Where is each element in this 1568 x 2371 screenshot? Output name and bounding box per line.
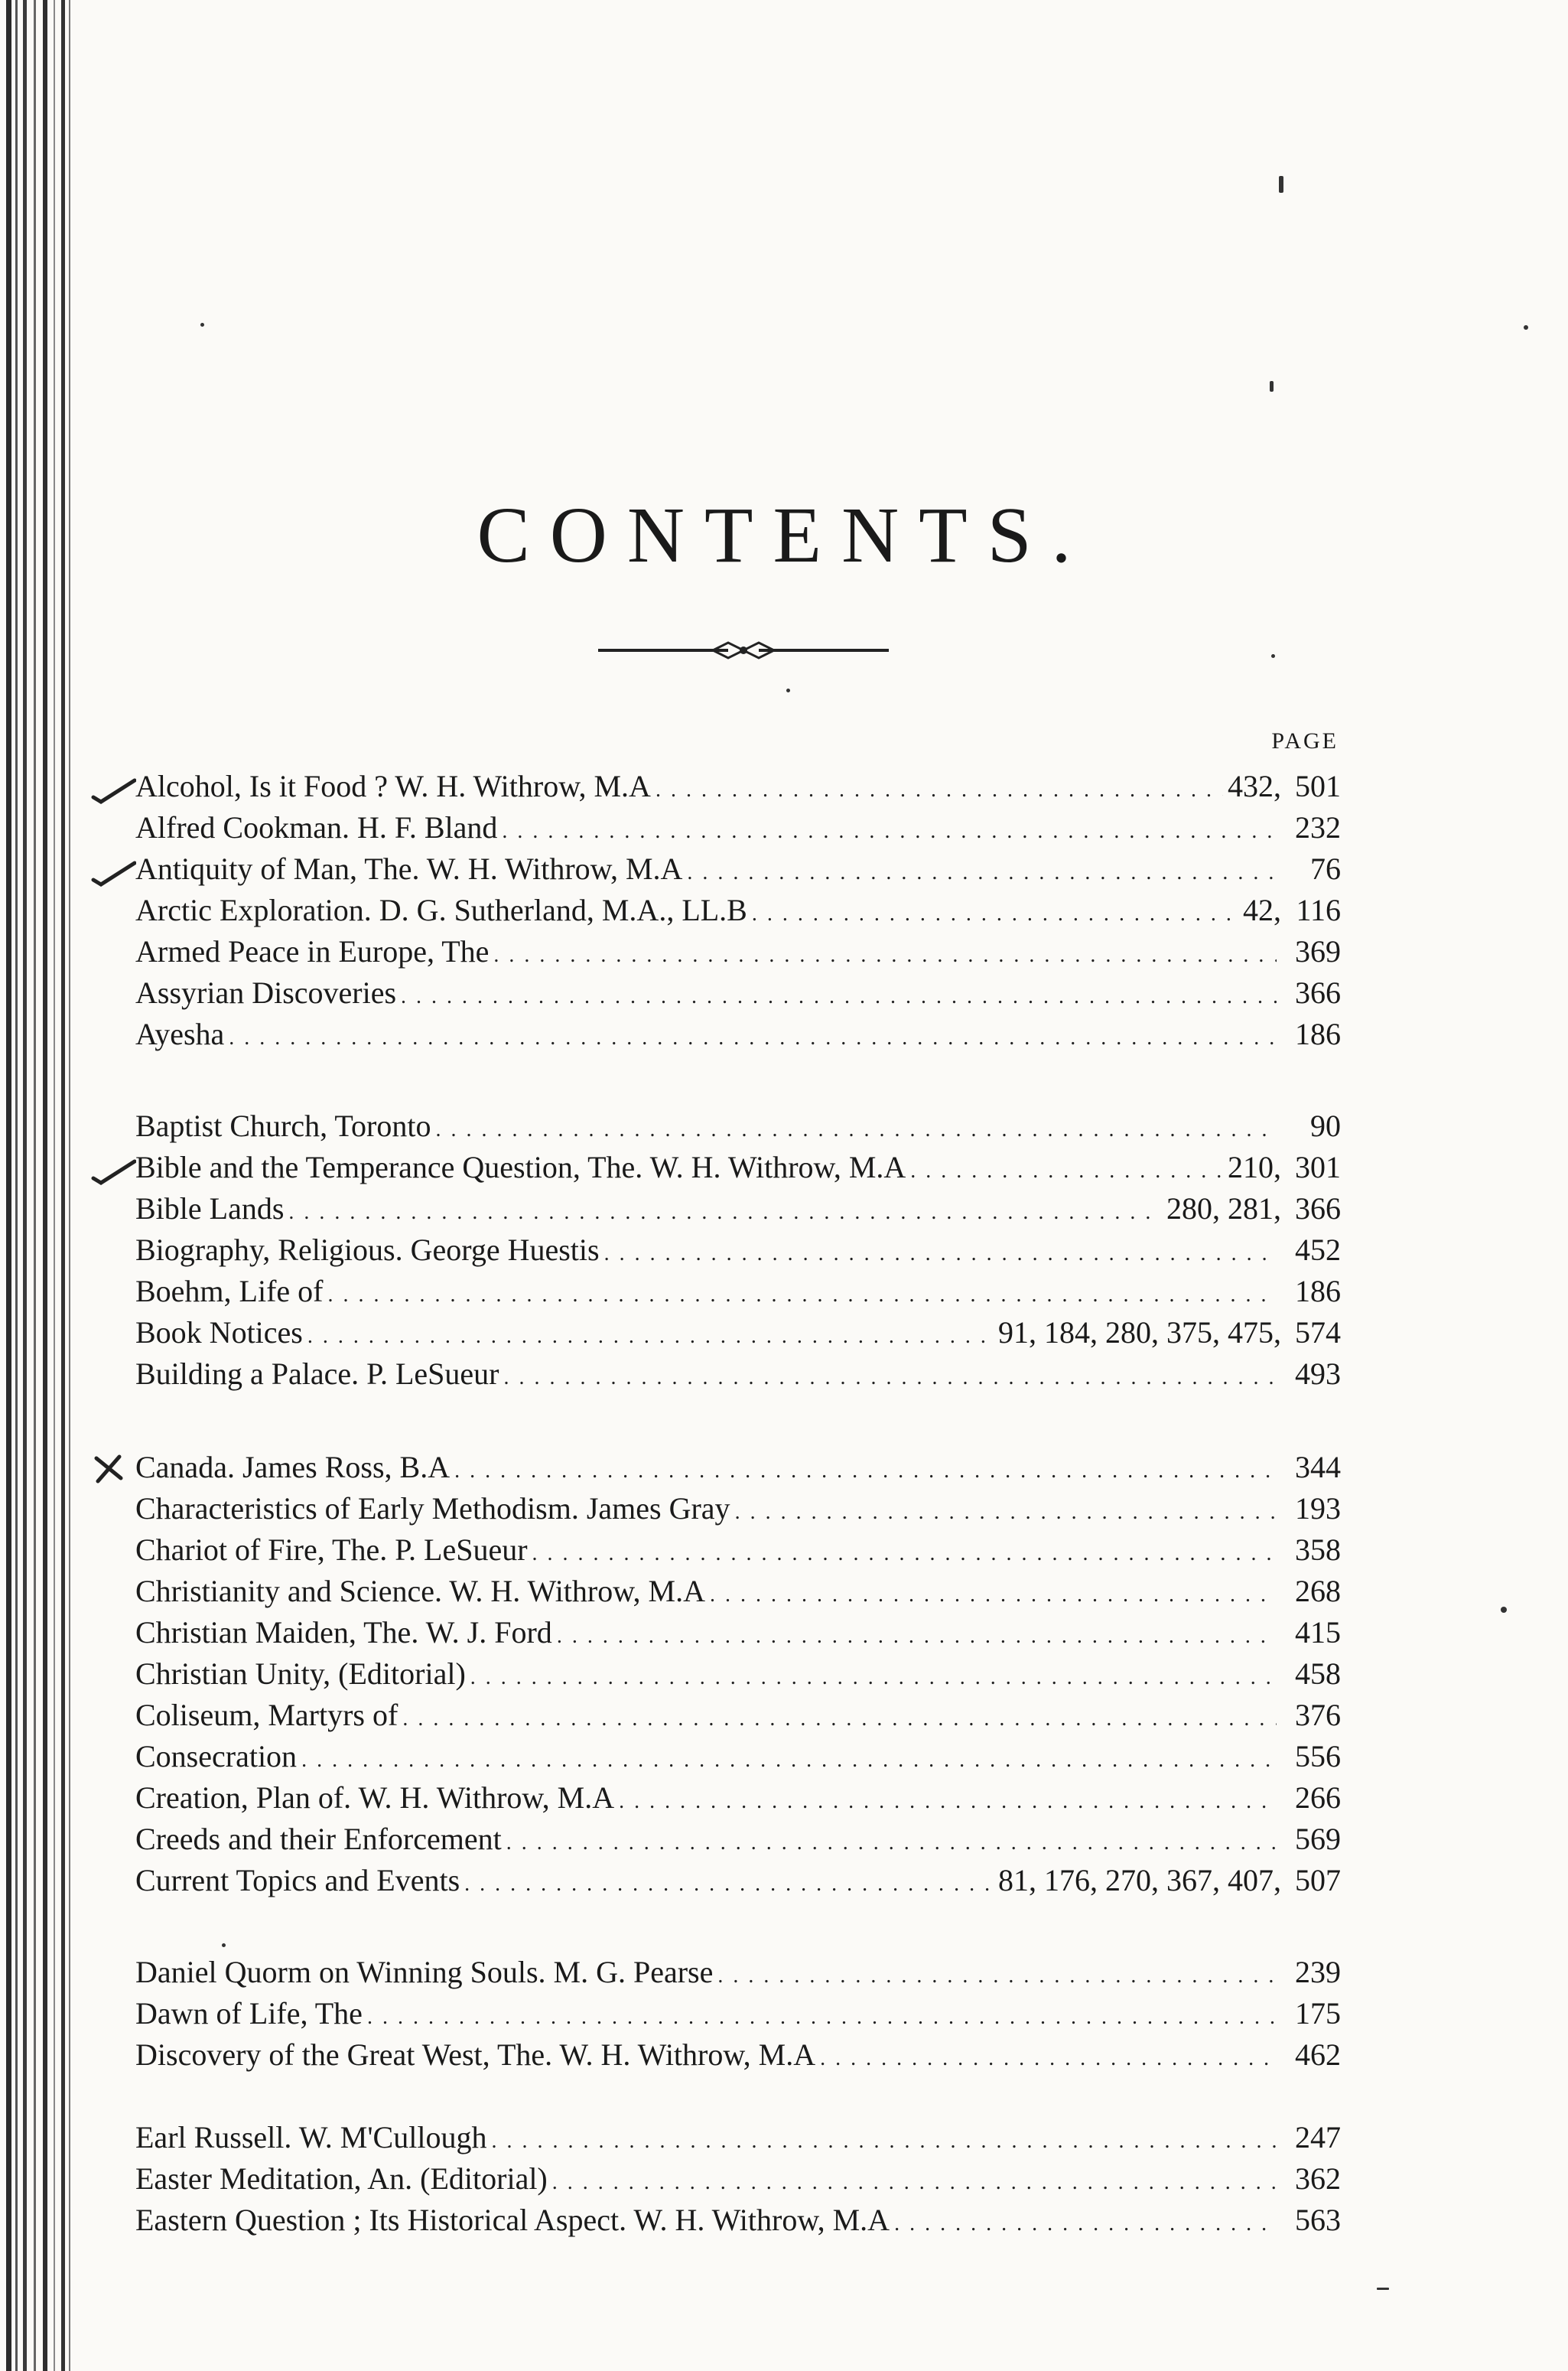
leader-dots <box>532 1534 1277 1574</box>
contents-entry <box>135 1654 1341 1694</box>
leader-dots <box>820 2039 1277 2079</box>
scan-speck <box>1377 2288 1389 2290</box>
contents-entry <box>135 1695 1341 1735</box>
contents-entry <box>135 808 1341 848</box>
entry-page-number: 232 <box>1295 810 1341 845</box>
leader-dots <box>493 936 1277 975</box>
entry-title: Discovery of the Great West, The. W. H. Withrow, M.A <box>135 2037 816 2072</box>
entry-page-number: 507 <box>1295 1863 1341 1897</box>
scan-speck <box>1501 1607 1507 1613</box>
leader-dots <box>619 1782 1277 1822</box>
entry-page-number: 362 <box>1295 2161 1341 2196</box>
check-mark-icon <box>90 1148 136 1187</box>
entry-title: Coliseum, Martyrs of <box>135 1698 399 1732</box>
leader-dots <box>401 977 1277 1017</box>
contents-entry <box>135 767 1341 806</box>
entry-title: Dawn of Life, The <box>135 1996 363 2031</box>
cross-mark-icon <box>90 1448 136 1487</box>
scan-speck <box>1279 176 1283 193</box>
entry-title: Creeds and their Enforcement <box>135 1822 502 1856</box>
entry-page-number: 556 <box>1295 1739 1341 1773</box>
entry-page-number: 239 <box>1295 1955 1341 1989</box>
contents-entry <box>135 1819 1341 1859</box>
contents-entry <box>135 1272 1341 1311</box>
entry-title: Antiquity of Man, The. W. H. Withrow, M.A <box>135 852 683 886</box>
contents-entry <box>135 1861 1341 1900</box>
entry-page-number: 415 <box>1295 1615 1341 1650</box>
entry-page-number: 301 <box>1295 1150 1341 1184</box>
leader-dots <box>402 1699 1277 1739</box>
entry-page-number: 247 <box>1295 2120 1341 2154</box>
entry-pages: 91, 184, 280, 375, 475, <box>998 1315 1281 1350</box>
contents-entry <box>135 1106 1341 1146</box>
entry-page-number: 493 <box>1295 1356 1341 1391</box>
entry-title: Characteristics of Early Methodism. James Gray <box>135 1491 730 1526</box>
leader-dots <box>435 1110 1277 1150</box>
contents-entry <box>135 1613 1341 1653</box>
leader-dots <box>735 1493 1277 1532</box>
entry-page-number: 366 <box>1295 1191 1341 1226</box>
contents-entry <box>135 1530 1341 1570</box>
entry-title: Assyrian Discoveries <box>135 975 397 1010</box>
contents-entry <box>135 1189 1341 1229</box>
contents-entry <box>135 1148 1341 1187</box>
leader-dots <box>454 1451 1277 1491</box>
entry-title: Bible Lands <box>135 1191 285 1226</box>
entry-page-number: 369 <box>1295 934 1341 969</box>
entry-page-number: 193 <box>1295 1491 1341 1526</box>
entry-title: Boehm, Life of <box>135 1274 324 1308</box>
entry-pages: 432, <box>1228 769 1281 803</box>
contents-entry <box>135 1994 1341 2034</box>
contents-entry <box>135 1571 1341 1611</box>
leader-dots <box>491 2122 1277 2161</box>
leader-dots <box>894 2204 1277 2244</box>
contents-entry <box>135 1230 1341 1270</box>
scan-speck <box>1524 325 1528 330</box>
entry-title: Building a Palace. P. LeSueur <box>135 1356 499 1391</box>
leader-dots <box>910 1151 1223 1191</box>
leader-dots <box>367 1998 1277 2037</box>
leader-dots <box>604 1234 1277 1274</box>
scan-speck <box>222 1943 226 1947</box>
leader-dots <box>470 1658 1277 1698</box>
leader-dots <box>288 1193 1162 1233</box>
contents-entry <box>135 1778 1341 1818</box>
leader-dots <box>687 853 1277 893</box>
leader-dots <box>752 894 1238 934</box>
entry-title: Book Notices <box>135 1315 303 1350</box>
leader-dots <box>710 1575 1277 1615</box>
entry-page-number: 358 <box>1295 1532 1341 1567</box>
contents-entry <box>135 1489 1341 1529</box>
entry-page-number: 569 <box>1295 1822 1341 1856</box>
contents-entry <box>135 1952 1341 1992</box>
entry-pages: 42, <box>1243 893 1281 927</box>
entry-page-number: 452 <box>1295 1233 1341 1267</box>
entry-page-number: 266 <box>1295 1780 1341 1815</box>
scan-speck <box>786 689 790 692</box>
contents-entry <box>135 1737 1341 1777</box>
entry-title: Christianity and Science. W. H. Withrow, M.A <box>135 1574 705 1608</box>
entry-title: Baptist Church, Toronto <box>135 1109 431 1143</box>
entry-page-number: 186 <box>1295 1017 1341 1051</box>
entry-pages: 210, <box>1228 1150 1281 1184</box>
entry-title: Alcohol, Is it Food ? W. H. Withrow, M.A <box>135 769 651 803</box>
scan-speck <box>1271 654 1275 658</box>
contents-entry <box>135 1015 1341 1054</box>
entry-title: Current Topics and Events <box>135 1863 460 1897</box>
entry-title: Christian Maiden, The. W. J. Ford <box>135 1615 552 1650</box>
entry-title: Christian Unity, (Editorial) <box>135 1656 466 1691</box>
leader-dots <box>464 1865 994 1904</box>
contents-entry <box>135 1313 1341 1353</box>
entry-title: Creation, Plan of. W. H. Withrow, M.A <box>135 1780 615 1815</box>
entry-page-number: 458 <box>1295 1656 1341 1691</box>
entry-page-number: 90 <box>1310 1109 1341 1143</box>
entry-page-number: 574 <box>1295 1315 1341 1350</box>
leader-dots <box>552 2163 1277 2203</box>
entry-pages: 280, 281, <box>1166 1191 1281 1226</box>
leader-dots <box>328 1275 1277 1315</box>
contents-entry <box>135 891 1341 930</box>
entry-page-number: 175 <box>1295 1996 1341 2031</box>
leader-dots <box>503 1358 1277 1398</box>
contents-entry <box>135 2118 1341 2158</box>
page-column-header: PAGE <box>1271 728 1339 754</box>
entry-pages: 81, 176, 270, 367, 407, <box>998 1863 1281 1897</box>
entry-title: Consecration <box>135 1739 298 1773</box>
check-mark-icon <box>90 767 136 806</box>
entry-page-number: 76 <box>1310 852 1341 886</box>
leader-dots <box>506 1823 1277 1863</box>
contents-entry <box>135 849 1341 889</box>
leader-dots <box>557 1617 1277 1656</box>
leader-dots <box>502 812 1277 852</box>
entry-page-number: 268 <box>1295 1574 1341 1608</box>
entry-page-number: 563 <box>1295 2203 1341 2237</box>
scan-speck <box>200 323 204 327</box>
entry-title: Biography, Religious. George Huestis <box>135 1233 600 1267</box>
entry-title: Eastern Question ; Its Historical Aspect. W. H. Withrow, M.A <box>135 2203 890 2237</box>
entry-title: Daniel Quorm on Winning Souls. M. G. Pearse <box>135 1955 714 1989</box>
entry-page-number: 462 <box>1295 2037 1341 2072</box>
entry-page-number: 116 <box>1296 893 1341 927</box>
leader-dots <box>717 1956 1277 1996</box>
contents-entry <box>135 2200 1341 2240</box>
entry-title: Easter Meditation, An. (Editorial) <box>135 2161 548 2196</box>
entry-title: Chariot of Fire, The. P. LeSueur <box>135 1532 528 1567</box>
entry-title: Arctic Exploration. D. G. Sutherland, M.A., LL.B <box>135 893 747 927</box>
entry-title: Bible and the Temperance Question, The. W. H. Withrow, M.A <box>135 1150 906 1184</box>
leader-dots <box>307 1317 994 1356</box>
entry-title: Armed Peace in Europe, The <box>135 934 490 969</box>
entry-page-number: 501 <box>1295 769 1341 803</box>
contents-entry <box>135 2035 1341 2075</box>
entry-title: Alfred Cookman. H. F. Bland <box>135 810 498 845</box>
entry-title: Earl Russell. W. M'Cullough <box>135 2120 487 2154</box>
contents-entry <box>135 2159 1341 2199</box>
entry-page-number: 376 <box>1295 1698 1341 1732</box>
contents-entry <box>135 1448 1341 1487</box>
leader-dots <box>656 770 1223 810</box>
leader-dots <box>229 1018 1277 1058</box>
entry-title: Canada. James Ross, B.A <box>135 1450 451 1484</box>
scan-speck <box>1270 381 1274 392</box>
entry-page-number: 344 <box>1295 1450 1341 1484</box>
contents-entry <box>135 1354 1341 1394</box>
entry-page-number: 366 <box>1295 975 1341 1010</box>
check-mark-icon <box>90 849 136 889</box>
contents-entry <box>135 932 1341 972</box>
page-title: CONTENTS. <box>477 490 1091 579</box>
leader-dots <box>301 1741 1277 1780</box>
contents-entry <box>135 973 1341 1013</box>
entry-title: Ayesha <box>135 1017 225 1051</box>
entry-page-number: 186 <box>1295 1274 1341 1308</box>
